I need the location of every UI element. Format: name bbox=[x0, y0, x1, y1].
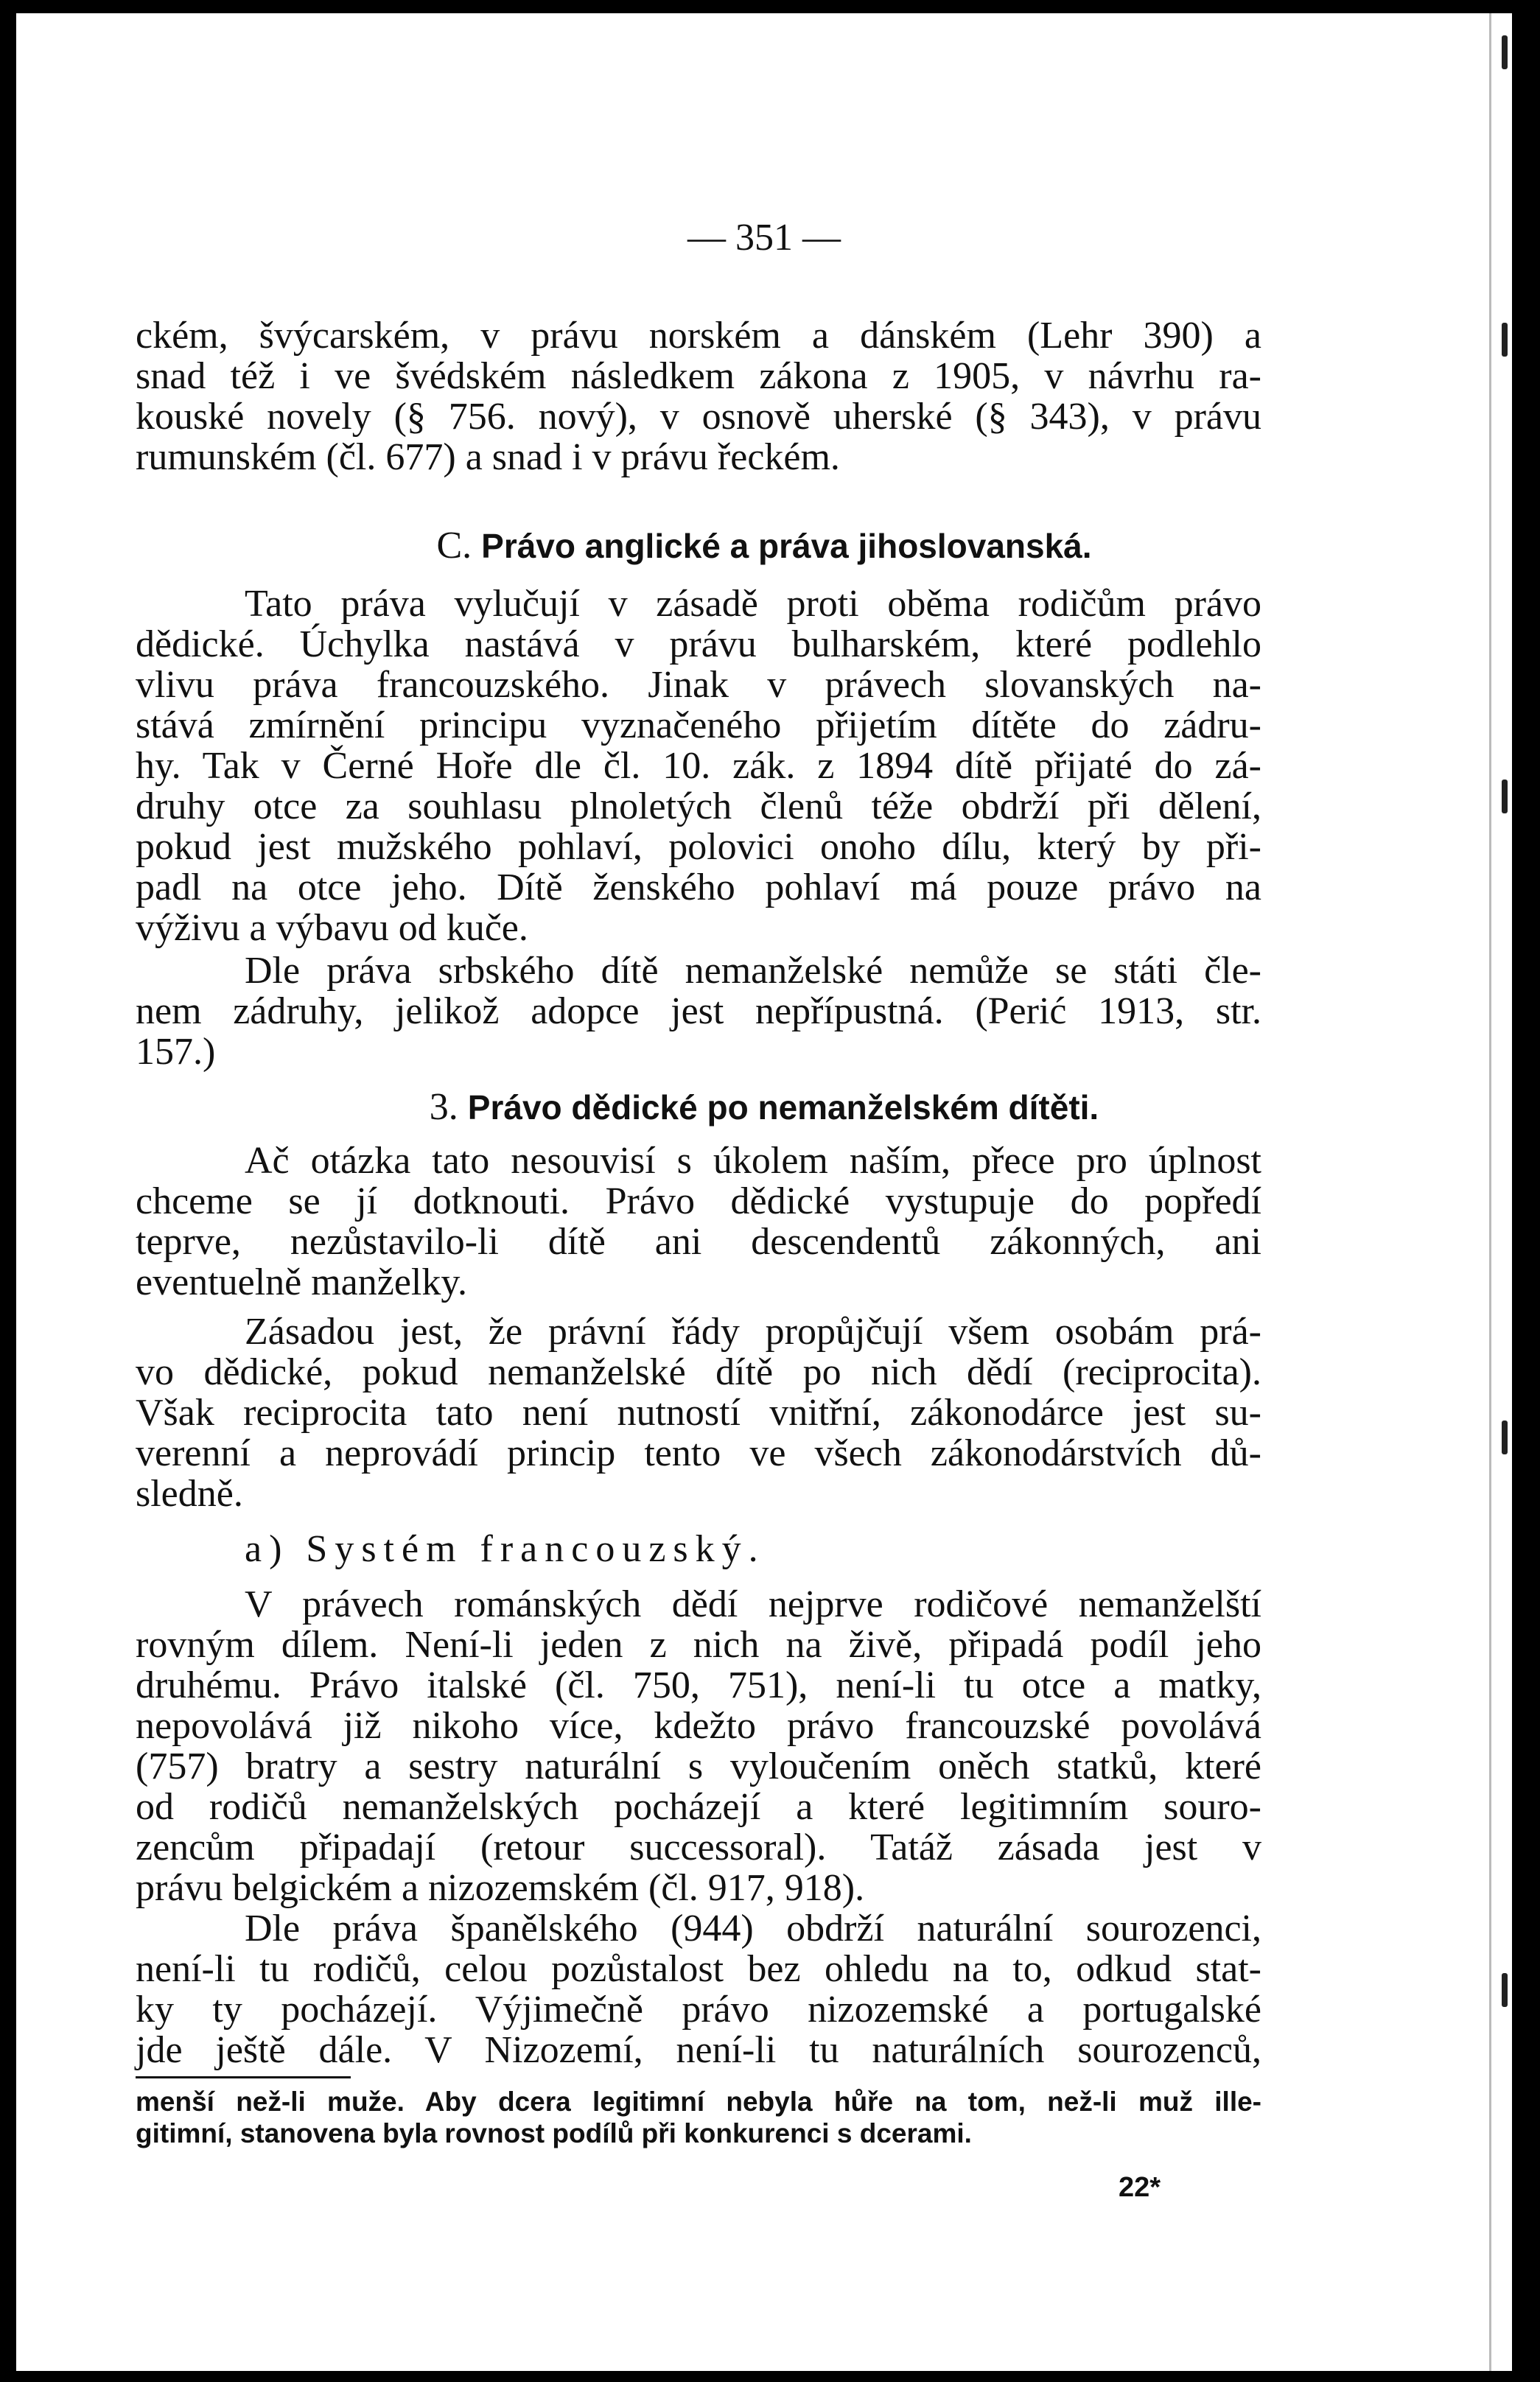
text-line: stává zmírnění principu vyznačeného přijetím dítěte do zádru- bbox=[136, 704, 1261, 746]
text-line: kouské novely (§ 756. nový), v osnově uherské (§ 343), v právu bbox=[136, 396, 1261, 438]
signature-mark: 22* bbox=[1119, 2172, 1161, 2203]
edge-mark bbox=[1502, 1421, 1508, 1454]
footnote-line: gitimní, stanovena byla rovnost podílů při konkurenci s dcerami. bbox=[136, 2118, 972, 2148]
text-line: Ač otázka tato nesouvisí s úkolem naším, přece pro úplnost bbox=[245, 1140, 1261, 1182]
text-line: vo dědické, pokud nemanželské dítě po nich dědí (reciprocita). bbox=[136, 1351, 1261, 1393]
edge-mark bbox=[1502, 780, 1508, 813]
text-line: snad též i ve švédském následkem zákona z 1905, v návrhu ra- bbox=[136, 355, 1261, 397]
text-line: hy. Tak v Černé Hoře dle čl. 10. zák. z 1894 dítě přijaté do zá- bbox=[136, 745, 1261, 787]
text-line: Však reciprocita tato není nutností vnitřní, zákonodárce jest su- bbox=[136, 1392, 1261, 1434]
page-number: — 351 — bbox=[687, 217, 841, 259]
edge-mark bbox=[1502, 1973, 1508, 2007]
text-line: sledně. bbox=[136, 1473, 243, 1515]
text-line: právu belgickém a nizozemském (čl. 917, 918). bbox=[136, 1867, 865, 1909]
text-line: druhy otce za souhlasu plnoletých členů téže obdrží při dělení, bbox=[136, 785, 1261, 827]
section-heading-c bbox=[16, 524, 1512, 568]
text-line: eventuelně manželky. bbox=[136, 1261, 467, 1303]
text-line: nem zádruhy, jelikož adopce jest nepřípustná. (Perić 1913, str. bbox=[136, 990, 1261, 1032]
heading-label: C. bbox=[436, 525, 472, 567]
text-line: druhému. Právo italské (čl. 750, 751), není-li tu otce a matky, bbox=[136, 1664, 1261, 1706]
section-heading-3 bbox=[16, 1085, 1512, 1129]
footnote-rule bbox=[136, 2076, 351, 2078]
text-line: od rodičů nemanželských pocházejí a které legitimním souro- bbox=[136, 1786, 1261, 1828]
text-line: pokud jest mužského pohlaví, polovici onoho dílu, který by při- bbox=[136, 826, 1261, 868]
text-line: vlivu práva francouzského. Jinak v právech slovanských na- bbox=[136, 664, 1261, 706]
text-line: padl na otce jeho. Dítě ženského pohlaví má pouze právo na bbox=[136, 866, 1261, 908]
footnote-line: menší než-li muže. Aby dcera legitimní nebyla hůře na tom, než-li muž ille- bbox=[136, 2087, 1261, 2117]
text-line: 157.) bbox=[136, 1031, 216, 1073]
text-line: rumunském (čl. 677) a snad i v právu řeckém. bbox=[136, 436, 840, 478]
text-line: teprve, nezůstavilo-li dítě ani descendentů zákonných, ani bbox=[136, 1221, 1261, 1263]
book-page bbox=[16, 13, 1512, 2371]
text-line: Dle práva španělského (944) obdrží naturální sourozenci, bbox=[245, 1908, 1261, 1950]
text-line: jde ještě dále. V Nizozemí, není-li tu naturálních sourozenců, bbox=[136, 2029, 1261, 2071]
text-line: dědické. Úchylka nastává v právu bulharském, které podlehlo bbox=[136, 623, 1261, 665]
page-edge bbox=[1489, 13, 1512, 2371]
text-line: Tato práva vylučují v zásadě proti oběma rodičům právo bbox=[245, 583, 1261, 625]
text-line: výživu a výbavu od kuče. bbox=[136, 907, 528, 949]
text-line: (757) bratry a sestry naturální s vyloučením oněch statků, které bbox=[136, 1745, 1261, 1787]
text-line: rovným dílem. Není-li jeden z nich na živě, připadá podíl jeho bbox=[136, 1624, 1261, 1666]
text-line: zencům připadají (retour successoral). Tatáž zásada jest v bbox=[136, 1826, 1261, 1868]
edge-mark bbox=[1502, 35, 1508, 69]
heading-title: Právo anglické a práva jihoslovanská. bbox=[481, 527, 1092, 565]
heading-label: 3. bbox=[429, 1086, 458, 1128]
text-line: verenní a neprovádí princip tento ve všech zákonodárstvích dů- bbox=[136, 1432, 1261, 1474]
text-line: Zásadou jest, že právní řády propůjčují všem osobám prá- bbox=[245, 1311, 1261, 1353]
text-line: není-li tu rodičů, celou pozůstalost bez ohledu na to, odkud stat- bbox=[136, 1948, 1261, 1990]
text-line: Dle práva srbského dítě nemanželské nemůže se státi čle- bbox=[245, 950, 1261, 992]
heading-title: Právo dědické po nemanželském dítěti. bbox=[467, 1088, 1099, 1127]
text-line: ckém, švýcarském, v právu norském a dánském (Lehr 390) a bbox=[136, 315, 1261, 357]
text-line: nepovolává již nikoho více, kdežto právo francouzské povolává bbox=[136, 1705, 1261, 1747]
text-line: V právech románských dědí nejprve rodičové nemanželští bbox=[245, 1583, 1261, 1625]
text-line: ky ty pocházejí. Výjimečně právo nizozemské a portugalské bbox=[136, 1989, 1261, 2031]
edge-mark bbox=[1502, 323, 1508, 357]
text-line: chceme se jí dotknouti. Právo dědické vystupuje do popředí bbox=[136, 1180, 1261, 1222]
subsection-heading: a) Systém francouzský. bbox=[245, 1528, 766, 1570]
